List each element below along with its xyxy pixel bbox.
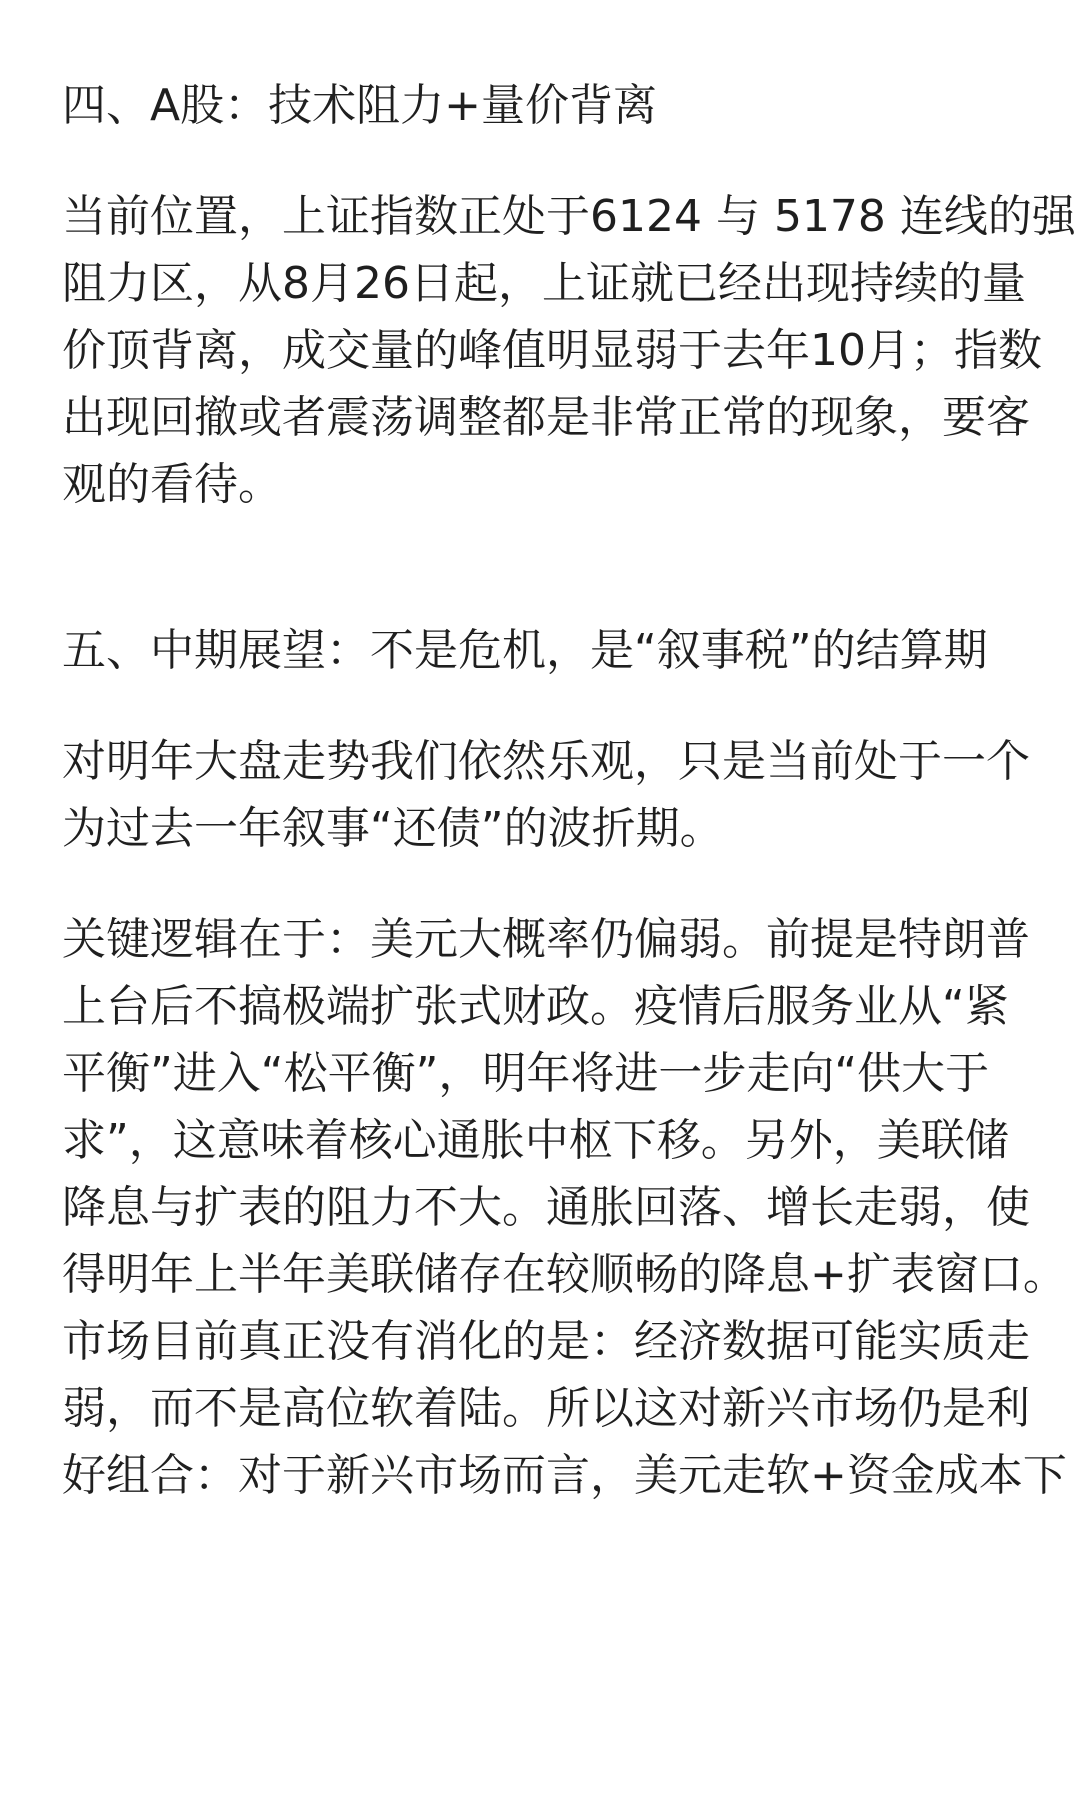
- section-5-paragraph-1-line: 为过去一年叙事“还债”的波折期。: [62, 803, 724, 854]
- section-4-paragraph-line: 出现回撤或者震荡调整都是非常正常的现象，要客: [62, 392, 1030, 443]
- section-4-paragraph-line: 当前位置，上证指数正处于6124 与 5178 连线的强: [62, 191, 1076, 242]
- section-5-paragraph-2-line: 弱，而不是高位软着陆。所以这对新兴市场仍是利: [62, 1383, 1030, 1434]
- section-4-paragraph-line: 观的看待。: [62, 459, 282, 510]
- section-5-paragraph-2-line: 平衡”进入“松平衡”，明年将进一步走向“供大于: [62, 1048, 990, 1099]
- section-4-heading: 四、A股：技术阻力+量价背离: [62, 80, 657, 131]
- section-5-paragraph-2-line: 降息与扩表的阻力不大。通胀回落、增长走弱，使: [62, 1182, 1030, 1233]
- section-5-paragraph-2-line: 好组合：对于新兴市场而言，美元走软+资金成本下: [62, 1450, 1067, 1501]
- section-4-paragraph-line: 阻力区，从8月26日起，上证就已经出现持续的量: [62, 258, 1026, 309]
- section-5-heading: 五、中期展望：不是危机，是“叙事税”的结算期: [62, 625, 988, 676]
- section-5-paragraph-2-line: 关键逻辑在于：美元大概率仍偏弱。前提是特朗普: [62, 914, 1030, 965]
- section-5-paragraph-1-line: 对明年大盘走势我们依然乐观，只是当前处于一个: [62, 736, 1030, 787]
- section-5-paragraph-2-line: 得明年上半年美联储存在较顺畅的降息+扩表窗口。: [62, 1249, 1067, 1300]
- section-5-paragraph-2-line: 上台后不搞极端扩张式财政。疫情后服务业从“紧: [62, 981, 1009, 1032]
- section-4-paragraph-line: 价顶背离，成交量的峰值明显弱于去年10月；指数: [62, 325, 1042, 376]
- section-5-paragraph-2-line: 市场目前真正没有消化的是：经济数据可能实质走: [62, 1316, 1030, 1367]
- section-5-paragraph-2-line: 求”，这意味着核心通胀中枢下移。另外，美联储: [62, 1115, 1009, 1166]
